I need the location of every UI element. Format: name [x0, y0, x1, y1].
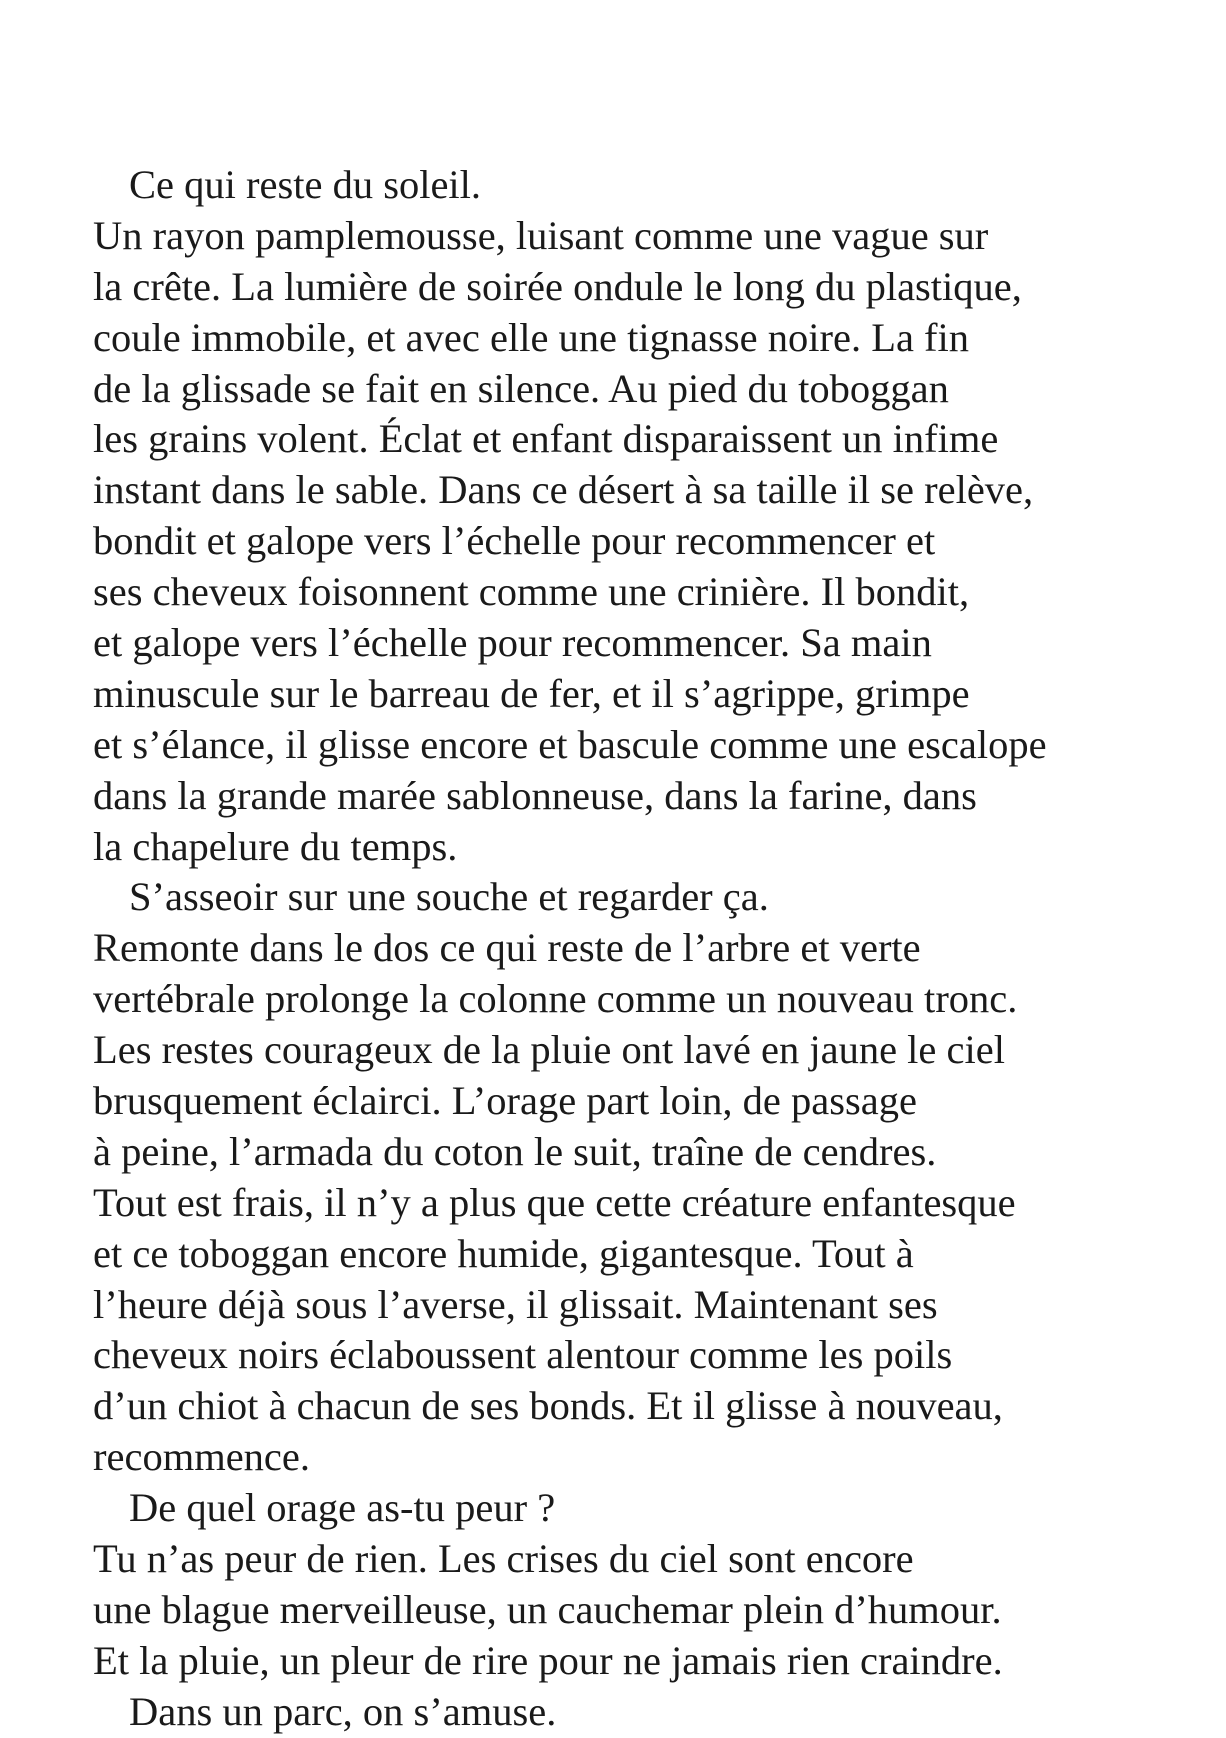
text-line: l’heure déjà sous l’averse, il glissait. Maintenant ses: [93, 1281, 938, 1327]
text-line: la crête. La lumière de soirée ondule le long du plastique,: [93, 263, 1022, 309]
text-line: d’un chiot à chacun de ses bonds. Et il glisse à nouveau,: [93, 1383, 1003, 1429]
text-line: Un rayon pamplemousse, luisant comme une vague sur: [93, 212, 989, 258]
paragraph-first-line: Dans un parc, on s’amuse.: [129, 1688, 557, 1734]
text-line: Remonte dans le dos ce qui reste de l’arbre et verte: [93, 925, 921, 971]
text-line: la chapelure du temps.: [93, 823, 458, 869]
text-line: instant dans le sable. Dans ce désert à sa taille il se relève,: [93, 467, 1034, 513]
text-line: vertébrale prolonge la colonne comme un nouveau tronc.: [93, 976, 1018, 1022]
text-line: bondit et galope vers l’échelle pour recommencer et: [93, 518, 936, 564]
text-line: cheveux noirs éclaboussent alentour comme les poils: [93, 1332, 953, 1378]
paragraph-first-line: S’asseoir sur une souche et regarder ça.: [129, 874, 769, 920]
text-line: Tout est frais, il n’y a plus que cette créature enfantesque: [93, 1179, 1016, 1225]
text-line: ses cheveux foisonnent comme une crinière. Il bondit,: [93, 569, 970, 615]
text-line: recommence.: [93, 1434, 310, 1480]
text-line: à peine, l’armada du coton le suit, traîne de cendres.: [93, 1128, 937, 1174]
text-line: brusquement éclairci. L’orage part loin, de passage: [93, 1078, 917, 1124]
text-line: Tu n’as peur de rien. Les crises du ciel sont encore: [93, 1536, 914, 1582]
text-line: et s’élance, il glisse encore et bascule comme une escalope: [93, 721, 1047, 767]
paragraph-first-line: Ce qui reste du soleil.: [129, 162, 482, 207]
text-line: et galope vers l’échelle pour recommencer. Sa main: [93, 620, 932, 666]
text-line: de la glissade se fait en silence. Au pied du toboggan: [93, 365, 949, 411]
text-line: coule immobile, et avec elle une tignasse noire. La fin: [93, 314, 970, 360]
text-line: une blague merveilleuse, un cauchemar plein d’humour.: [93, 1586, 1002, 1632]
prose-text-block: [93, 160, 1203, 1738]
text-line: minuscule sur le barreau de fer, et il s’agrippe, grimpe: [93, 670, 970, 716]
text-line: Et la pluie, un pleur de rire pour ne jamais rien craindre.: [93, 1637, 1003, 1683]
text-line: les grains volent. Éclat et enfant disparaissent un infime: [93, 416, 999, 462]
text-line: dans la grande marée sablonneuse, dans la farine, dans: [93, 772, 977, 818]
text-line: Les restes courageux de la pluie ont lavé en jaune le ciel: [93, 1027, 1005, 1073]
paragraph-first-line: De quel orage as-tu peur ?: [129, 1485, 556, 1531]
text-line: et ce toboggan encore humide, gigantesque. Tout à: [93, 1230, 914, 1276]
